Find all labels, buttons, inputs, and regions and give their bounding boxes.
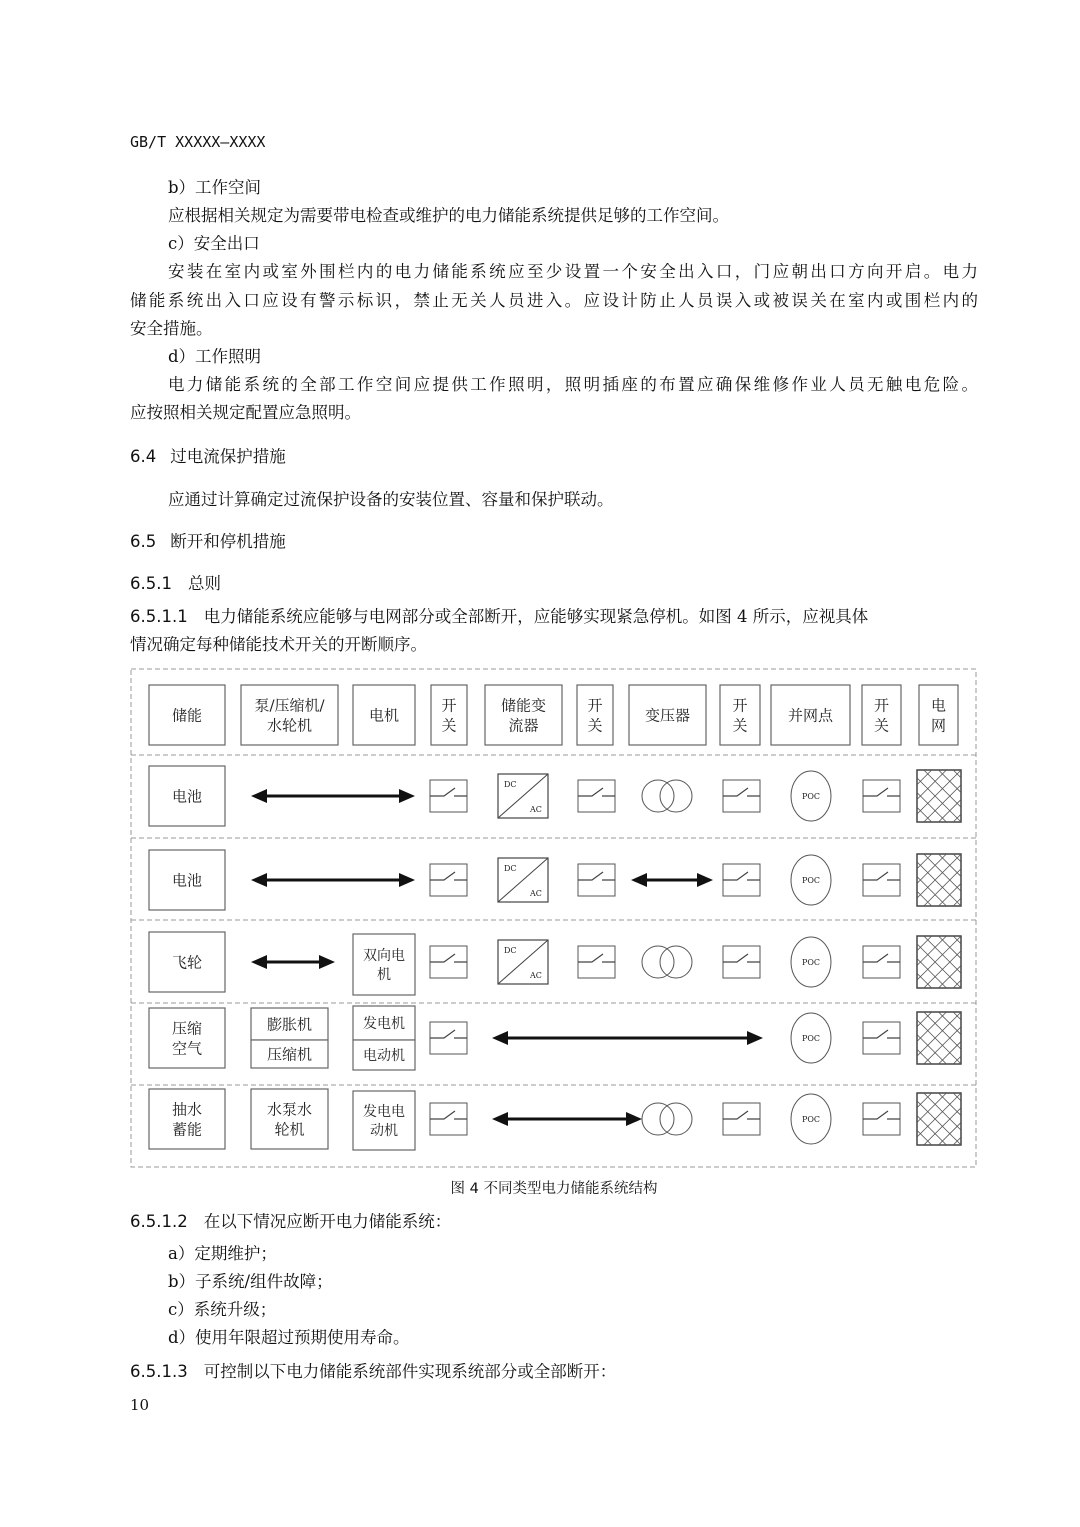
header-box-label: 泵/压缩机/ bbox=[254, 696, 325, 715]
header-box-label: 关 bbox=[732, 716, 748, 735]
storage-box-label: 空气 bbox=[171, 1039, 203, 1058]
switch-icon bbox=[863, 864, 900, 896]
switch-icon bbox=[578, 946, 615, 978]
header-box-label: 网 bbox=[930, 716, 947, 735]
clause-6-5-1-3 bbox=[130, 1362, 616, 1382]
list-item: a）定期维护； bbox=[168, 1244, 277, 1263]
clause-text: 可控制以下电力储能系统部件实现系统部分或全部断开： bbox=[203, 1362, 617, 1381]
bidirectional-arrow-icon bbox=[251, 873, 415, 887]
ac-label: AC bbox=[530, 889, 542, 898]
machine-box bbox=[353, 934, 415, 995]
section-number: 6.4 bbox=[130, 447, 157, 466]
header-box-label: 关 bbox=[873, 716, 890, 735]
header-box-label: 储能 bbox=[171, 706, 203, 725]
motor-generator-box-label: 动机 bbox=[370, 1122, 398, 1139]
section-title: 总则 bbox=[187, 574, 221, 593]
pump-turbine-box-label: 水泵水 bbox=[266, 1100, 313, 1119]
page-number: 10 bbox=[130, 1396, 150, 1414]
transformer-icon bbox=[642, 1103, 692, 1135]
switch-icon bbox=[723, 780, 760, 812]
item-d-text-2: 应按照相关规定配置应急照明。 bbox=[130, 403, 361, 422]
item-c-text-1: 安装在室内或室外围栏内的电力储能系统应至少设置一个安全出入口，门应朝出口方向开启。电力 bbox=[168, 262, 978, 281]
header-box-label: 开 bbox=[587, 696, 603, 715]
section-title: 断开和停机措施 bbox=[170, 532, 286, 551]
storage-box-label: 压缩 bbox=[171, 1019, 203, 1038]
compressor-box-label: 压缩机 bbox=[266, 1045, 313, 1064]
switch-icon bbox=[430, 1103, 467, 1135]
point-of-connection-icon bbox=[791, 771, 831, 821]
list-item: b）子系统/组件故障； bbox=[168, 1272, 333, 1291]
list-item: d）使用年限超过预期使用寿命。 bbox=[168, 1328, 410, 1347]
machine-box-label: 机 bbox=[377, 966, 391, 983]
motor-generator-box-label: 发电电 bbox=[363, 1104, 405, 1121]
switch-icon bbox=[863, 1022, 900, 1054]
storage-box bbox=[149, 1008, 225, 1068]
header-box-label: 关 bbox=[441, 716, 457, 735]
bidirectional-arrow-icon bbox=[492, 1031, 763, 1045]
header-box-label: 流器 bbox=[508, 716, 539, 735]
item-c-text-2: 储能系统出入口应设有警示标识，禁止无关人员进入。应设计防止人员误入或被误关在室内或围栏内的 bbox=[130, 291, 978, 310]
point-of-connection-icon bbox=[791, 937, 831, 987]
clause-text: 电力储能系统应能够与电网部分或全部断开，应能够实现紧急停机。如图 4 所示，应视具体 bbox=[203, 607, 869, 626]
switch-icon bbox=[430, 946, 467, 978]
header-box bbox=[485, 685, 562, 745]
clause-text: 在以下情况应断开电力储能系统： bbox=[203, 1212, 452, 1231]
storage-box-label: 飞轮 bbox=[171, 953, 203, 972]
transformer-coil bbox=[642, 946, 674, 978]
transformer-coil bbox=[642, 780, 674, 812]
section-title: 过电流保护措施 bbox=[170, 447, 286, 466]
storage-box-label: 蓄能 bbox=[171, 1120, 203, 1139]
header-box-label: 水轮机 bbox=[266, 716, 313, 735]
point-of-connection-icon bbox=[791, 1013, 831, 1063]
header-box-label: 并网点 bbox=[787, 706, 834, 725]
dc-label: DC bbox=[504, 864, 517, 873]
header-box bbox=[241, 685, 338, 745]
switch-icon bbox=[430, 1022, 467, 1054]
poc-label: POC bbox=[801, 792, 821, 801]
expander-box-label: 膨胀机 bbox=[266, 1015, 313, 1034]
switch-icon bbox=[578, 864, 615, 896]
section-6-4-text: 应通过计算确定过流保护设备的安装位置、容量和保护联动。 bbox=[168, 490, 614, 509]
bidirectional-arrow-icon bbox=[251, 789, 415, 803]
machine-box-label: 双向电 bbox=[363, 948, 405, 965]
switch-icon bbox=[863, 1103, 900, 1135]
point-of-connection-icon bbox=[791, 855, 831, 905]
converter-dc-ac-icon bbox=[498, 940, 548, 984]
point-of-connection-icon bbox=[791, 1094, 831, 1144]
item-d-text-1: 电力储能系统的全部工作空间应提供工作照明，照明插座的布置应确保维修作业人员无触电危险。 bbox=[168, 375, 978, 394]
poc-label: POC bbox=[801, 876, 821, 885]
header-box bbox=[431, 685, 467, 745]
clause-6-5-1-1-cont: 情况确定每种储能技术开关的开断顺序。 bbox=[130, 635, 427, 654]
item-b-text: 应根据相关规定为需要带电检查或维护的电力储能系统提供足够的工作空间。 bbox=[168, 206, 729, 225]
bidirectional-arrow-icon bbox=[631, 873, 713, 887]
switch-icon bbox=[578, 780, 615, 812]
bidirectional-arrow-icon bbox=[492, 1112, 642, 1126]
converter-dc-ac-icon bbox=[498, 858, 548, 902]
section-number: 6.5.1 bbox=[130, 574, 172, 593]
header-box bbox=[577, 685, 613, 745]
transformer-icon bbox=[642, 946, 692, 978]
header-box-label: 电机 bbox=[368, 706, 400, 725]
header-box-label: 开 bbox=[441, 696, 457, 715]
clause-6-5-1-2 bbox=[130, 1212, 451, 1232]
item-c-text-3: 安全措施。 bbox=[130, 319, 213, 338]
header-box-label: 储能变 bbox=[500, 696, 547, 715]
header-box-label: 开 bbox=[732, 696, 748, 715]
poc-label: POC bbox=[801, 958, 821, 967]
switch-icon bbox=[723, 1103, 760, 1135]
header-box bbox=[919, 685, 958, 745]
dc-label: DC bbox=[504, 780, 517, 789]
pump-turbine-box-label: 轮机 bbox=[274, 1120, 305, 1139]
switch-icon bbox=[723, 946, 760, 978]
transformer-coil bbox=[660, 946, 692, 978]
document-id: GB/T XXXXX—XXXX bbox=[130, 133, 266, 151]
header-box-label: 电 bbox=[930, 696, 947, 715]
switch-icon bbox=[723, 864, 760, 896]
poc-label: POC bbox=[801, 1115, 821, 1124]
clause-number: 6.5.1.1 bbox=[130, 607, 188, 626]
switch-icon bbox=[863, 780, 900, 812]
transformer-coil bbox=[660, 780, 692, 812]
header-box bbox=[720, 685, 760, 745]
ac-label: AC bbox=[530, 971, 542, 980]
storage-box bbox=[149, 1089, 225, 1149]
switch-icon bbox=[430, 864, 467, 896]
transformer-coil bbox=[660, 1103, 692, 1135]
converter-dc-ac-icon bbox=[498, 774, 548, 818]
storage-box-label: 电池 bbox=[171, 871, 203, 890]
header-box-label: 变压器 bbox=[644, 706, 691, 725]
storage-box-label: 电池 bbox=[171, 787, 203, 806]
ac-label: AC bbox=[530, 805, 542, 814]
motor-generator-box bbox=[353, 1091, 415, 1150]
item-d-label: d）工作照明 bbox=[168, 347, 262, 366]
item-b-label: b）工作空间 bbox=[168, 178, 262, 197]
motor-box-label: 电动机 bbox=[363, 1048, 405, 1065]
bidirectional-arrow-icon bbox=[251, 955, 335, 969]
clause-number: 6.5.1.2 bbox=[130, 1212, 188, 1231]
dc-label: DC bbox=[504, 946, 517, 955]
generator-box-label: 发电机 bbox=[363, 1016, 405, 1033]
transformer-coil bbox=[642, 1103, 674, 1135]
poc-label: POC bbox=[801, 1034, 821, 1043]
item-c-label: c）安全出口 bbox=[168, 234, 260, 253]
list-item: c）系统升级； bbox=[168, 1300, 277, 1319]
header-box-label: 关 bbox=[587, 716, 603, 735]
figure-caption: 图 4 不同类型电力储能系统结构 bbox=[450, 1181, 658, 1197]
storage-box-label: 抽水 bbox=[171, 1100, 203, 1119]
transformer-icon bbox=[642, 780, 692, 812]
clause-number: 6.5.1.3 bbox=[130, 1362, 188, 1381]
section-number: 6.5 bbox=[130, 532, 157, 551]
switch-icon bbox=[430, 780, 467, 812]
switch-icon bbox=[863, 946, 900, 978]
header-box bbox=[862, 685, 901, 745]
header-box-label: 开 bbox=[873, 696, 890, 715]
pump-turbine-box bbox=[251, 1089, 328, 1149]
